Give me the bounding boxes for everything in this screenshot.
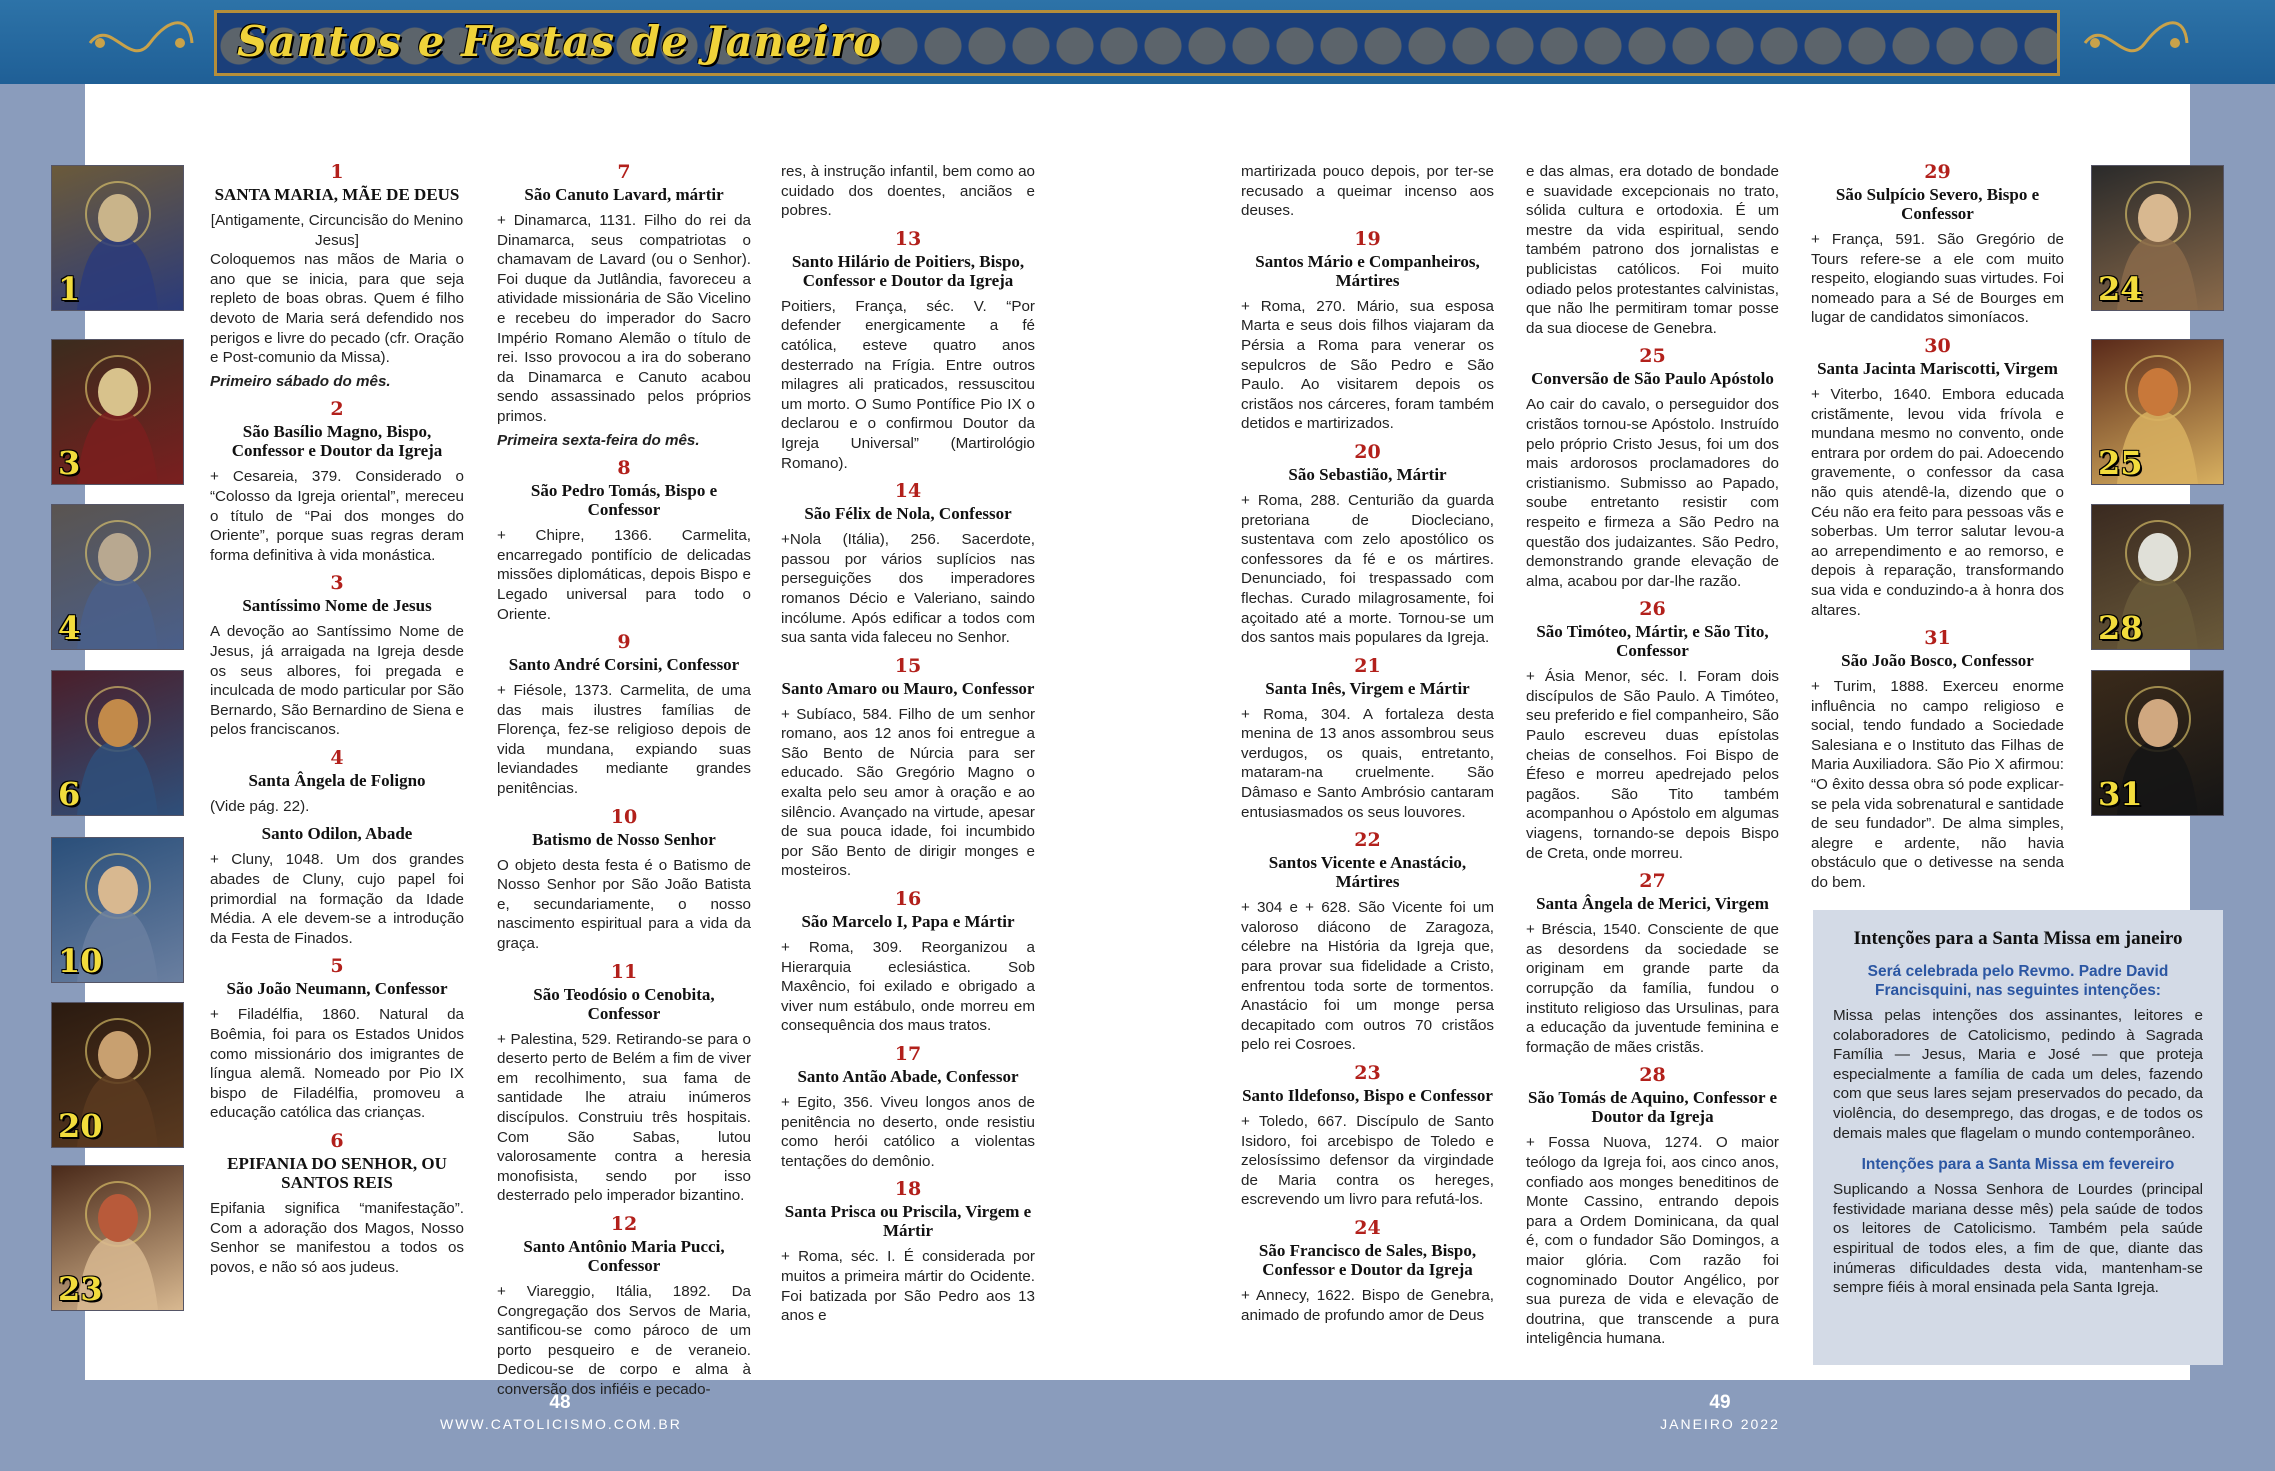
saint-entry [1241, 1063, 1494, 1210]
saint-description: + Roma, 309. Reorganizou a Hierarquia eclesiástica. Sob Maxêncio, foi exilado e obrigado a viver num estábulo, onde morreu em consequência dos maus tratos. [781, 939, 1035, 1035]
saint-entry [781, 1179, 1035, 1325]
saint-description: Ao cair do cavalo, o perseguidor dos cristãos tornou-se Apóstolo. Instruído pelo próprio Cristo Jesus, foi um dos mais ardorosos proclamadores do cristianismo. Submisso ao Papado, soube entretanto resistir com respeito e firmeza a São Pedro na questão dos judaizantes. São Pedro, demonstrando grande elevação de alma, acabou por dar-lhe razão. [1526, 396, 1779, 590]
saint-entry [1241, 656, 1494, 823]
saint-entry [1811, 336, 2064, 620]
image-day-label: 25 [2098, 444, 2143, 482]
saint-description: O objeto desta festa é o Batismo de Nosso Senhor por São João Batista e, secundariamente, o nosso nascimento espiritual para a vida da graça. [497, 856, 751, 953]
saint-entry [210, 956, 464, 1123]
day-number: 21 [1354, 654, 1381, 677]
saint-name: Santo Ildefonso, Bispo e Confessor [1242, 1086, 1493, 1105]
saint-name: São Sebastião, Mártir [1288, 464, 1447, 484]
saint-name: Santa Jacinta Mariscotti, Virgem [1817, 358, 2058, 378]
footer-date: JANEIRO 2022 [1660, 1416, 1780, 1432]
text-column-5 [1526, 162, 1779, 1357]
saint-name: EPIFANIA DO SENHOR, OU SANTOS REIS [227, 1154, 447, 1192]
saint-entry [1526, 871, 1779, 1057]
image-day-label: 10 [58, 942, 103, 980]
day-number: 3 [330, 572, 344, 595]
page-number-left: 48 [549, 1392, 571, 1413]
day-number: 19 [1354, 227, 1381, 250]
saint-description: + Roma, séc. I. É considerada por muitos a primeira mártir do Ocidente. Foi batizada por São Pedro aos 13 anos e [781, 1248, 1035, 1325]
saint-image-4 [52, 505, 183, 649]
saint-name: São Francisco de Sales, Bispo, Confessor e Doutor da Igreja [1258, 1240, 1477, 1279]
note-text: Primeira sexta-feira do mês. [497, 431, 700, 449]
text-column-2 [497, 162, 751, 1408]
saint-description: + Roma, 288. Centurião da guarda pretoriana de Diocleciano, sustentava com zelo apostólico os confessores da fé e os mártires. Denunciado, foi trespassado com flechas. Curado milagrosamente, foi açoitado até a morte. Tornou-se um dos santos mais populares da Igreja. [1241, 491, 1494, 647]
day-number: 25 [1639, 345, 1666, 368]
saint-entry [210, 1131, 464, 1277]
day-number: 12 [610, 1212, 638, 1235]
saint-image-6 [52, 671, 183, 815]
saint-description: + Cluny, 1048. Um dos grandes abades de Cluny, cujo papel foi primordial na formação da Idade Média. A ele devem-se a introdução da Festa de Finados. [210, 851, 464, 947]
saint-name: São Canuto Lavard, mártir [524, 185, 724, 204]
day-number: 4 [330, 746, 344, 769]
title-banner [214, 10, 2060, 76]
day-number: 5 [330, 955, 344, 978]
saint-description: Epifania significa “manifestação”. Com a adoração dos Magos, Nosso Senhor se manifestou a todos os povos, e não só aos judeus. [210, 1200, 464, 1276]
saint-image-24 [2092, 166, 2223, 310]
saint-image-20 [52, 1003, 183, 1147]
saint-name: Santo Amaro ou Mauro, Confessor [781, 678, 1035, 698]
day-number: 15 [894, 654, 922, 677]
saint-name: Santa Inês, Virgem e Mártir [1265, 678, 1470, 698]
image-day-label: 3 [58, 444, 81, 482]
day-number: 29 [1924, 161, 1951, 183]
saint-name: Santo Antão Abade, Confessor [797, 1067, 1019, 1086]
box-january-text: Missa pelas intenções dos assinantes, leitores e colaboradores de Catolicismo, pedindo à Sagrada Família — Jesus, Maria e José — que proteja especialmente a família de cada um deles, fazendo com que seus lares sejam preservados do pecado, da violência, do desemprego, das drogas, e de todos os demais males que flagelam o mundo contemporâneo. [1833, 1007, 2203, 1142]
saint-image-10 [52, 838, 183, 982]
day-number: 11 [610, 960, 638, 983]
saint-description: + Filadélfia, 1860. Natural da Boêmia, foi para os Estados Unidos como missionário dos imigrantes de língua alemã. Nomeado por Pio IX bispo de Filadélfia, promoveu a educação católica das crianças. [210, 1006, 464, 1122]
saint-subtitle: [Antigamente, Circuncisão do Menino Jesus] [210, 212, 464, 249]
text-column-6 [1811, 162, 2064, 901]
saint-description: + Ásia Menor, séc. I. Foram dois discípulos de São Paulo. A Timóteo, seu preferido e fiel companheiro, São Paulo escreveu duas epístolas cheias de conselhos. Foi Bispo de Éfeso e morreu apedrejado pelos pagãos. São Tito também acompanhou o Apóstolo em algumas viagens, tornando-se depois Bispo de Creta, onde morreu. [1526, 668, 1779, 862]
saint-name: São Félix de Nola, Confessor [804, 504, 1012, 524]
image-day-label: 6 [58, 775, 81, 813]
saint-entry [781, 481, 1035, 648]
saint-description: + Annecy, 1622. Bispo de Genebra, animado de profundo amor de Deus [1241, 1286, 1494, 1324]
saint-description: + Roma, 304. A fortaleza desta menina de 13 anos assombrou seus verdugos, os quais, entretanto, mataram-na cruelmente. São Dâmaso e Santo Ambrósio cantaram entusiasmados os seus louvores. [1241, 705, 1494, 821]
saint-image-28 [2092, 505, 2223, 649]
day-number: 7 [617, 161, 631, 183]
scroll-ornament-icon [2075, 16, 2195, 70]
day-number: 30 [1924, 334, 1951, 357]
saint-entry [210, 824, 464, 948]
saint-name: São Basílio Magno, Bispo, Confessor e Doutor da Igreja [231, 422, 443, 461]
saint-description: + Viterbo, 1640. Embora educada cristãmente, levou vida frívola e mundana mesmo no convento, onde entrara por ordem do pai. Adoecendo gravemente, o confessor da casa não quis atendê-la, dizendo que o Céu não era feito para pessoas vãs e soberbas. Um terror salutar levou-a ao arrependimento e ao remorso, e depois à reparação, transformando sua vida e conduzindo-a à honra dos altares. [1811, 385, 2064, 619]
day-number: 13 [894, 227, 922, 250]
saint-entry [497, 962, 751, 1206]
saint-description: + Viareggio, Itália, 1892. Da Congregação dos Servos de Maria, santificou-se como pároco de um porto pesqueiro e de veraneio. Dedicou-se de corpo e alma à conversão dos infiéis e pecado- [497, 1282, 751, 1398]
image-day-label: 23 [58, 1270, 103, 1308]
footer-right [1620, 1392, 1820, 1432]
text-column-4 [1241, 162, 1494, 1333]
saint-description: + 304 e + 628. São Vicente foi um valoroso diácono de Zaragoza, célebre na História da Igreja que, para provar sua fidelidade a Cristo, enfrentou toda sorte de tormentos. Anastácio foi um monge persa decapitado com outros 70 cristãos pelo rei Cosroes. [1241, 899, 1494, 1054]
day-number: 16 [894, 888, 922, 911]
saint-description: + França, 591. São Gregório de Tours refere-se a ele com muito respeito, elogiando suas virtudes. Foi nomeado para a Sé de Bourges em lugar de candidatos simoníacos. [1811, 231, 2064, 327]
saint-name: Santo André Corsini, Confessor [508, 655, 740, 675]
saint-name: São Pedro Tomás, Bispo e Confessor [530, 481, 718, 520]
day-number: 24 [1354, 1216, 1381, 1239]
saint-entry [210, 162, 464, 391]
saint-entry [781, 889, 1035, 1036]
mass-intentions-box [1813, 910, 2223, 1365]
day-number: 22 [1354, 829, 1381, 852]
saint-name: São João Neumann, Confessor [226, 979, 448, 999]
saint-description: + Bréscia, 1540. Consciente de que as desordens da sociedade se originam em grande parte da corrupção da família, fundou o instituto religioso das Ursulinas, para a educação da juventude feminina e formação de mães cristãs. [1526, 921, 1779, 1056]
saint-entry [1241, 442, 1494, 648]
saint-name: Conversão de São Paulo Apóstolo [1531, 369, 1774, 389]
page-title: Santos e Festas de Janeiro [237, 17, 883, 66]
continued-text: martirizada pouco depois, por ter-se recusado a queimar incenso aos deuses. [1241, 163, 1494, 220]
box-celebrant: Será celebrada pelo Revmo. Padre David Francisquini, nas seguintes intenções: [1867, 963, 2169, 999]
saint-description: A devoção ao Santíssimo Nome de Jesus, já arraigada na Igreja desde os seus albores, foi pregada e inculcada de modo particular por São Bernardo, São Bernardino de Siena e pelos franciscanos. [210, 623, 464, 739]
day-number: 8 [617, 457, 631, 480]
saint-name: Santo Odilon, Abade [261, 824, 413, 844]
saint-name: São Tomás de Aquino, Confessor e Doutor da Igreja [1527, 1088, 1778, 1127]
saint-image-25 [2092, 340, 2223, 484]
footer-left [440, 1392, 680, 1432]
day-number: 28 [1639, 1064, 1666, 1087]
saint-name: Santo Hilário de Poitiers, Bispo, Confessor e Doutor da Igreja [791, 251, 1025, 290]
image-day-label: 20 [58, 1107, 103, 1145]
saint-description: (Vide pág. 22). [210, 797, 310, 815]
saint-entry [497, 458, 751, 624]
saint-entry [1241, 830, 1494, 1055]
saint-description: + Egito, 356. Viveu longos anos de penitência no deserto, onde resistiu como herói católico a violentas tentações do demônio. [781, 1094, 1035, 1170]
saint-entry [210, 573, 464, 740]
saint-entry [497, 632, 751, 799]
day-number: 6 [330, 1130, 344, 1152]
saint-entry [781, 229, 1035, 473]
saint-entry [1526, 1065, 1779, 1349]
image-day-label: 1 [58, 270, 81, 308]
day-number: 27 [1639, 870, 1666, 893]
day-number: 18 [894, 1178, 922, 1201]
saint-description: + Roma, 270. Mário, sua esposa Marta e seus dois filhos viajaram da Pérsia a Roma para venerar os sepulcros de São Pedro e São Paulo. Ao visitarem depois os cristãos nos cárceres, foram também detidos e martirizados. [1241, 297, 1494, 433]
day-number: 17 [894, 1043, 922, 1065]
text-column-3 [781, 162, 1035, 1334]
day-number: 20 [1354, 440, 1381, 463]
day-number: 10 [610, 805, 638, 828]
image-day-label: 31 [2098, 775, 2143, 813]
saint-image-23 [52, 1166, 183, 1310]
saint-description: + Fossa Nuova, 1274. O maior teólogo da Igreja foi, aos cinco anos, confiado aos monges beneditinos de Monte Cassino, entrando depois para a Ordem Dominicana, da qual é, com o fundador São Domingos, a maior glória. Com razão foi cognominado Doutor Angélico, por sua pureza de vida e elevação de doutrina, que transcende a pura inteligência humana. [1526, 1134, 1779, 1348]
footer-site: WWW.CATOLICISMO.COM.BR [440, 1416, 682, 1432]
image-day-label: 24 [2098, 270, 2143, 308]
saint-image-1 [52, 166, 183, 310]
scroll-ornament-icon [80, 16, 200, 70]
saint-description: Poitiers, França, séc. V. “Por defender energicamente a fé católica, esteve quatro anos desterrado na Frígia. Entre outros milagres ali praticados, ressuscitou um morto. O Sumo Pontífice Pio IX o declarou e o confirmou Doutor da Igreja Universal” (Martirológio Romano). [781, 297, 1035, 472]
day-number: 9 [617, 631, 631, 654]
saint-name: São João Bosco, Confessor [1841, 651, 2034, 671]
saint-description: Coloquemos nas mãos de Maria o ano que se inicia, para que seja repleto de boas obras. Quem é filho devoto de Maria será defendido nos perigos e livre do pecado (cfr. Oração e Post-comunio da Missa). Primeiro sábado do mês. [210, 251, 464, 390]
saint-name: Santos Mário e Companheiros, Mártires [1255, 251, 1480, 290]
saint-entry [210, 748, 464, 817]
saint-description: + Dinamarca, 1131. Filho do rei da Dinamarca, seus compatriotas o chamavam de Lavard (ou o Senhor). Foi duque da Jutlândia, favoreceu a atividade missionária de São Vicelino e recebeu do imperador do Sacro Império Romano Alemão o título de rei. Isso provocou a ira do soberano da Dinamarca e Canuto acabou sendo assassinado pelos próprios primos. Primeira sexta-feira do mês. [497, 212, 751, 449]
saint-name: Santíssimo Nome de Jesus [242, 596, 432, 616]
continued-text: res, à instrução infantil, bem como ao cuidado dos doentes, anciãos e pobres. [781, 163, 1035, 220]
saint-image-3 [52, 340, 183, 484]
saint-name: São Marcelo I, Papa e Mártir [801, 912, 1015, 932]
saint-name: Batismo de Nosso Senhor [532, 829, 716, 849]
day-number: 31 [1924, 627, 1951, 650]
saint-description: + Cesareia, 379. Considerado o “Colosso da Igreja oriental”, mereceu o título de “Pai dos monges do Oriente”, porque suas regras deram forma definitiva à vida monástica. [210, 468, 464, 564]
text-column-1 [210, 162, 464, 1285]
saint-entry [781, 1044, 1035, 1171]
day-number: 26 [1639, 598, 1666, 621]
saint-description: + Fiésole, 1373. Carmelita, de uma das mais ilustres famílias de Florença, fez-se religioso depois de vida mundana, expiando suas leviandades mediante grandes penitências. [497, 682, 751, 798]
saint-entry [497, 807, 751, 954]
saint-name: Santa Prisca ou Priscila, Virgem e Mártir [784, 1202, 1032, 1241]
saint-entry [781, 656, 1035, 881]
saint-name: SANTA MARIA, MÃE DE DEUS [214, 185, 460, 204]
box-title: Intenções para a Santa Missa em janeiro [1853, 928, 2183, 949]
saint-description: + Subíaco, 584. Filho de um senhor romano, aos 12 anos foi entregue a São Bento de Núrcia para ser educado. São Gregório Magno o exalta pelo seu amor à oração e ao silêncio. Avançado na virtude, apesar de sua pouca idade, foi incumbido por São Bento de dirigir monges e mosteiros. [781, 705, 1035, 880]
image-day-label: 4 [58, 609, 81, 647]
saint-entry [1241, 1218, 1494, 1325]
saint-entry [1811, 628, 2064, 893]
saint-description: +Nola (Itália), 256. Sacerdote, passou por vários suplícios nas perseguições dos imperadores romanos Décio e Valeriano, saindo incólume. Após edificar a todos com sua santa vida faleceu no Senhor. [781, 531, 1035, 647]
note-text: Primeiro sábado do mês. [210, 372, 391, 390]
saint-entry [497, 162, 751, 450]
saint-name: Santo Antônio Maria Pucci, Confessor [523, 1236, 725, 1275]
saint-name: São Teodósio o Cenobita, Confessor [533, 984, 715, 1023]
saint-name: São Sulpício Severo, Bispo e Confessor [1835, 185, 2040, 223]
saint-name: Santos Vicente e Anastácio, Mártires [1268, 853, 1467, 892]
saint-entry [1526, 599, 1779, 863]
image-day-label: 28 [2098, 609, 2143, 647]
saint-image-31 [2092, 671, 2223, 815]
day-number: 2 [330, 398, 344, 421]
saint-entry [210, 399, 464, 565]
day-number: 23 [1354, 1062, 1381, 1084]
page-number-right: 49 [1709, 1392, 1731, 1413]
box-february-title: Intenções para a Santa Missa em fevereiro [1861, 1156, 2175, 1174]
saint-entry [497, 1214, 751, 1400]
day-number: 1 [330, 161, 344, 183]
saint-entry [1526, 346, 1779, 591]
saint-name: Santa Ângela de Foligno [248, 770, 426, 790]
saint-entry [1811, 162, 2064, 328]
saint-name: São Timóteo, Mártir, e São Tito, Confessor [1536, 622, 1769, 661]
day-number: 14 [894, 480, 922, 503]
saint-entry [1241, 229, 1494, 434]
box-february-text: Suplicando a Nossa Senhora de Lourdes (principal festividade mariana desse mês) pela saúde de todos os leitores de Catolicismo. Também pela saúde espiritual de todos eles, a fim de que, diante das inúmeras dificuldades desta vida, mantenham-se sempre fiéis à moral ensinada pela Santa Igreja. [1833, 1181, 2203, 1297]
continued-text: e das almas, era dotado de bondade e suavidade excepcionais no trato, sólida cultura e ortodoxia. É um mestre da vida espiritual, sendo também patrono dos jornalistas e publicistas católicos. Foi muito odiado pelos protestantes calvinistas, que não lhe permitiram tomar posse da sua diocese de Genebra. [1526, 163, 1779, 337]
saint-description: + Palestina, 529. Retirando-se para o deserto perto de Belém a fim de viver em recolhimento, sua fama de santidade lhe atraiu inúmeros discípulos. Construiu três hospitais. Com São Sabas, lutou valorosamente contra a heresia monofisista, sendo por isso desterrado pelo imperador bizantino. [497, 1030, 751, 1205]
saint-name: Santa Ângela de Merici, Virgem [1536, 894, 1769, 914]
saint-description: + Turim, 1888. Exerceu enorme influência no campo religioso e social, tendo fundado a Sociedade Salesiana e o Instituto das Filhas de Maria Auxiliadora. São Pio X afirmou: “O êxito dessa obra só pode explicar-se pela vida sobrenatural e santidade de seu fundador”. De alma simples, alegre e ardente, não havia obstáculo que o detivesse na senda do bem. [1811, 678, 2064, 892]
saint-description: + Toledo, 667. Discípulo de Santo Isidoro, foi arcebispo de Toledo e zelosíssimo defensor da virgindade de Maria contra os hereges, escrevendo um livro para refutá-los. [1241, 1113, 1494, 1209]
saint-description: + Chipre, 1366. Carmelita, encarregado pontifício de delicadas missões diplomáticas, depois Bispo e Legado universal para todo o Oriente. [497, 527, 751, 623]
